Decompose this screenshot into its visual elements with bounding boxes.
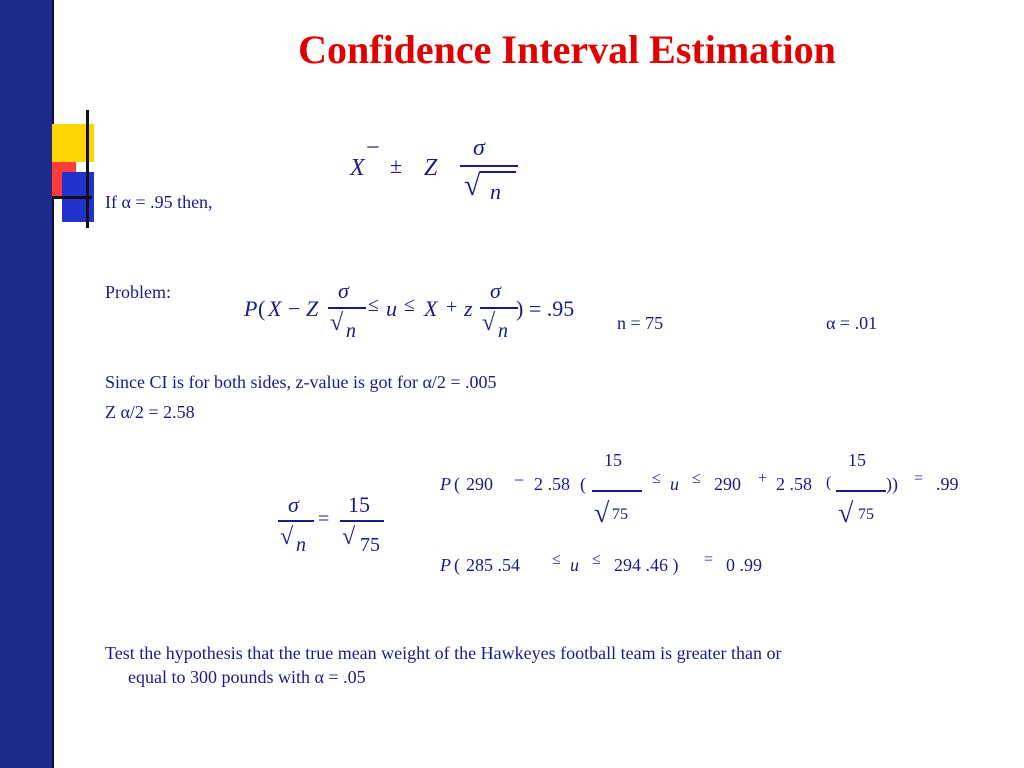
alpha-value: α = .01	[826, 313, 878, 333]
test-line-1: Test the hypothesis that the true mean weight of the Hawkeyes football team is greater than or	[105, 643, 782, 663]
z-line: Z α/2 = 2.58	[105, 402, 195, 422]
since-line: Since CI is for both sides, z-value is got for α/2 = .005	[105, 372, 497, 392]
sample-size: n = 75	[617, 313, 664, 333]
slide-title: Confidence Interval Estimation	[298, 27, 836, 72]
problem-formula: P ( X − Z σ √ n ≤ u ≤ X + z σ √ n ) = .95	[244, 278, 575, 342]
calc-line-2: P ( 285 .54 ≤ u ≤ 294 .46 ) = 0 .99	[440, 551, 762, 575]
se-formula: σ √ n = 15 √ 75	[276, 490, 396, 560]
problem-label: Problem:	[105, 282, 171, 302]
if-line: If α = .95 then,	[105, 192, 213, 212]
calc-line-1: P ( 290 − 2 .58 ( 15 √ 75 ≤ u ≤ 290 + 2 .58 ( 15 √ 75 )) = .99	[440, 450, 959, 529]
test-line-2: equal to 300 pounds with α = .05	[128, 667, 366, 687]
ci-formula: X − ± Z σ √ n	[340, 135, 540, 215]
sidebar-band	[0, 0, 54, 768]
